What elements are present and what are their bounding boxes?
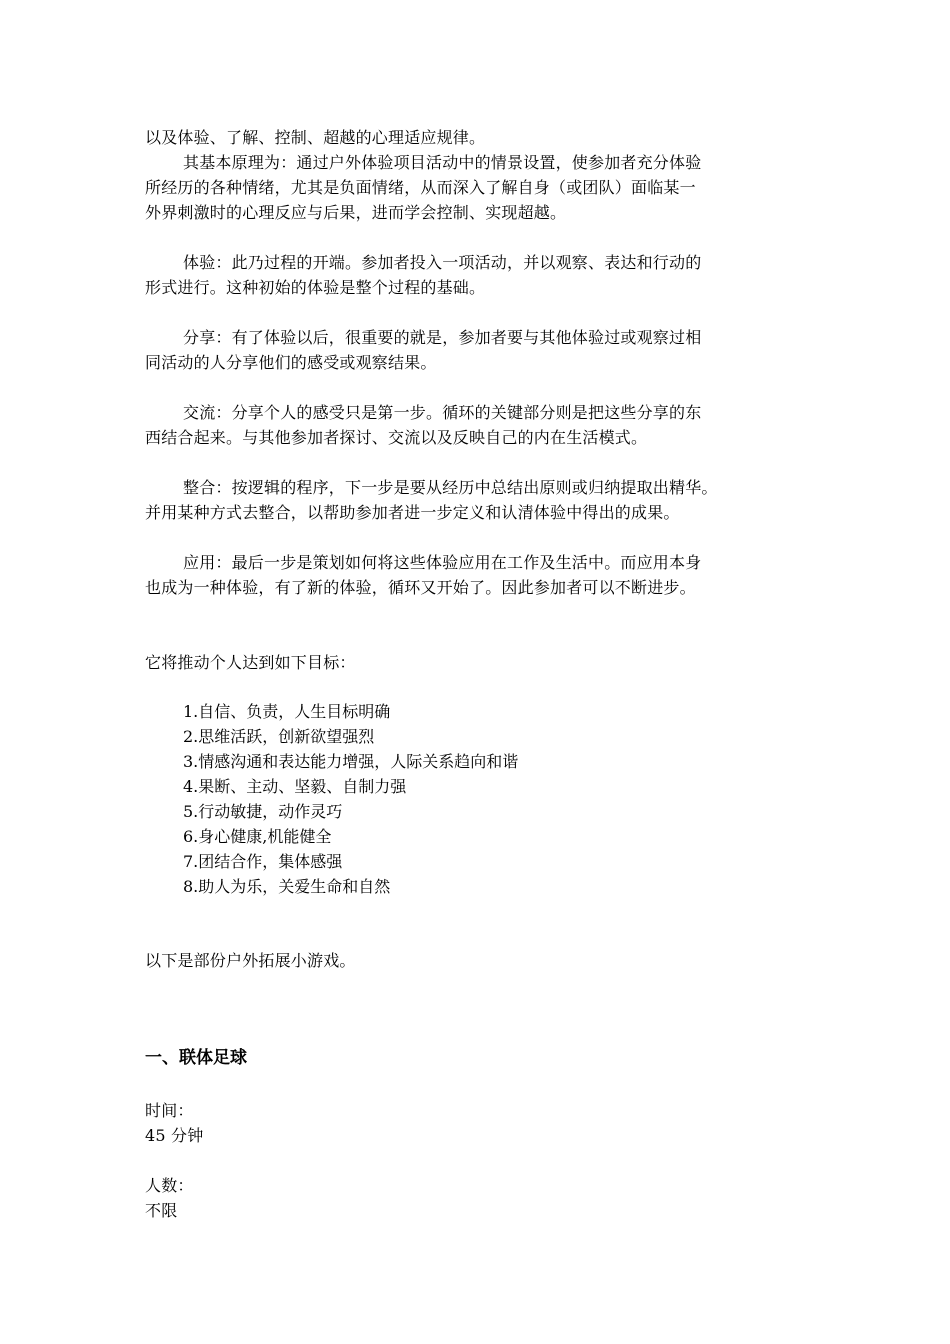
list-item: 5.行动敏捷，动作灵巧 [183,802,343,821]
text-line: 西结合起来。与其他参加者探讨、交流以及反映自己的内在生活模式。 [145,428,648,447]
text-line: 应用：最后一步是策划如何将这些体验应用在工作及生活中。而应用本身 [183,553,702,572]
list-item: 4.果断、主动、坚毅、自制力强 [183,777,407,796]
text-line: 同活动的人分享他们的感受或观察结果。 [145,353,437,372]
list-item: 6.身心健康,机能健全 [183,827,332,846]
paragraph-application [145,550,825,600]
list-item: 3.情感沟通和表达能力增强，人际关系趋向和谐 [183,752,519,771]
games-intro [145,948,825,973]
text-line: 整合：按逻辑的程序，下一步是要从经历中总结出原则或归纳提取出精华。 [183,478,718,497]
text-line: 以下是部份户外拓展小游戏。 [145,951,356,970]
text-line: 外界刺激时的心理反应与后果，进而学会控制、实现超越。 [145,203,567,222]
list-item: 7.团结合作，集体感强 [183,852,343,871]
people-value: 不限 [145,1201,178,1220]
list-item: 8.助人为乐，关爱生命和自然 [183,877,391,896]
text-line: 所经历的各种情绪，尤其是负面情绪，从而深入了解自身（或团队）面临某一 [145,178,696,197]
text-line: 并用某种方式去整合，以帮助参加者进一步定义和认清体验中得出的成果。 [145,503,680,522]
list-item: 1.自信、负责，人生目标明确 [183,702,391,721]
paragraph-exchange [145,400,825,450]
text-line: 分享：有了体验以后，很重要的就是，参加者要与其他体验过或观察过相 [183,328,702,347]
text-line: 形式进行。这种初始的体验是整个过程的基础。 [145,278,486,297]
paragraph-integration [145,475,825,525]
text-line: 它将推动个人达到如下目标： [145,653,356,672]
people-info [145,1173,825,1223]
paragraph-sharing [145,325,825,375]
paragraph-intro-tail [145,125,825,150]
time-value: 45 分钟 [145,1126,204,1145]
goals-intro [145,650,825,675]
text-line: 其基本原理为：通过户外体验项目活动中的情景设置，使参加者充分体验 [183,153,702,172]
people-label: 人数： [145,1176,194,1195]
list-item: 2.思维活跃，创新欲望强烈 [183,727,375,746]
text-line: 交流：分享个人的感受只是第一步。循环的关键部分则是把这些分享的东 [183,403,702,422]
goals-list [183,699,683,899]
time-label: 时间： [145,1101,194,1120]
text-line: 也成为一种体验，有了新的体验，循环又开始了。因此参加者可以不断进步。 [145,578,696,597]
paragraph-principle [145,150,825,225]
text-line: 以及体验、了解、控制、超越的心理适应规律。 [145,128,486,147]
time-info [145,1098,825,1148]
text-line: 体验：此乃过程的开端。参加者投入一项活动，并以观察、表达和行动的 [183,253,702,272]
paragraph-experience [145,250,825,300]
section-heading: 一、联体足球 [145,1048,247,1068]
